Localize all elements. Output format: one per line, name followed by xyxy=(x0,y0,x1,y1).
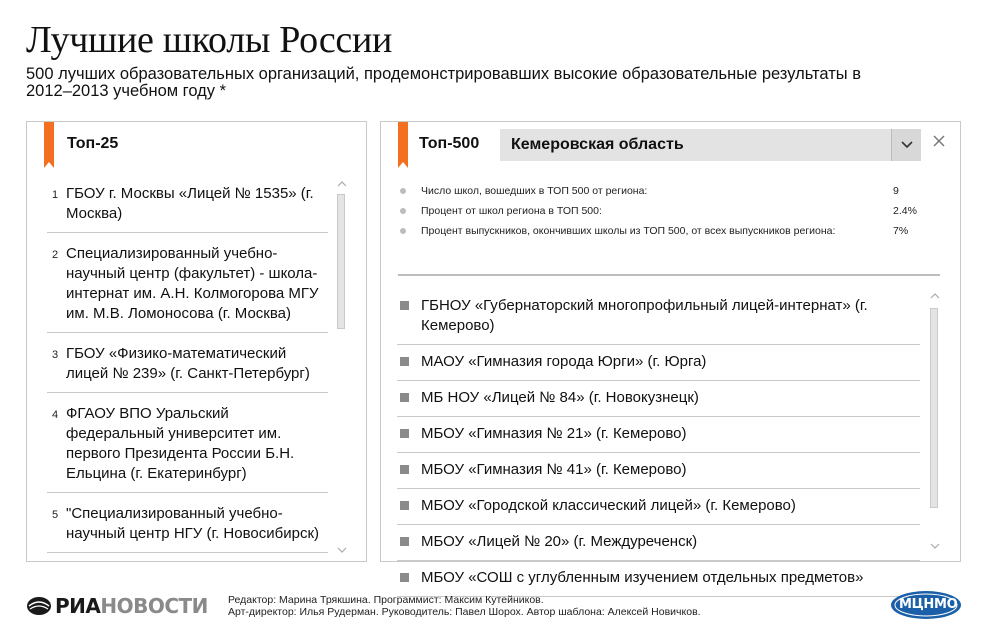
list-item[interactable] xyxy=(47,180,328,233)
square-bullet-icon xyxy=(400,465,409,474)
stat-row xyxy=(397,185,927,197)
scroll-thumb[interactable] xyxy=(337,194,345,329)
item-text: "Специализированный учебно-научный центр НГУ (г. Новосибирск) xyxy=(66,505,320,542)
bullet-icon xyxy=(400,208,406,214)
region-stats xyxy=(397,185,927,245)
credits-line: Арт-директор: Илья Рудерман. Руководитель: Павел Шорох. Автор шаблона: Алексей Новичков. xyxy=(228,605,701,618)
item-number: 1 xyxy=(52,189,59,201)
item-number: 3 xyxy=(52,349,59,361)
list-item[interactable] xyxy=(397,422,920,453)
scroll-up-icon[interactable] xyxy=(337,180,347,188)
divider xyxy=(398,274,940,276)
list-item[interactable] xyxy=(397,386,920,417)
chevron-down-icon xyxy=(900,140,914,150)
bullet-icon xyxy=(400,188,406,194)
school-name: МАОУ «Гимназия города Юрги» (г. Юрга) xyxy=(421,353,707,370)
ria-novosti-logo[interactable] xyxy=(26,594,208,618)
square-bullet-icon xyxy=(400,357,409,366)
square-bullet-icon xyxy=(400,429,409,438)
list-item[interactable] xyxy=(47,340,328,393)
page-title: Лучшие школы России xyxy=(26,19,393,61)
region-select[interactable] xyxy=(500,129,921,161)
top25-panel xyxy=(26,121,367,562)
stat-value: 2.4% xyxy=(893,205,917,217)
stat-label: Число школ, вошедших в ТОП 500 от региона: xyxy=(421,185,648,197)
school-name: МБ НОУ «Лицей № 84» (г. Новокузнецк) xyxy=(421,389,699,406)
list-item[interactable] xyxy=(47,400,328,493)
region-dropdown-button[interactable] xyxy=(891,129,921,161)
scroll-down-icon[interactable] xyxy=(930,542,940,550)
item-number: 2 xyxy=(52,249,59,261)
page-subtitle: 500 лучших образовательных организаций, продемонстрировавших высокие образовательные результаты в 2012–2013 учебном году * xyxy=(26,65,861,100)
school-name: МБОУ «Городской классический лицей» (г. Кемерово) xyxy=(421,497,796,514)
bullet-icon xyxy=(400,228,406,234)
square-bullet-icon xyxy=(400,501,409,510)
close-icon[interactable] xyxy=(932,134,946,148)
credits-line: Редактор: Марина Трякшина. Программист: Максим Кутейников. xyxy=(228,594,544,606)
stat-value: 7% xyxy=(893,225,909,237)
stat-row xyxy=(397,205,927,217)
top500-panel xyxy=(380,121,961,586)
item-number: 5 xyxy=(52,509,59,521)
top25-list[interactable] xyxy=(47,180,328,558)
stat-label: Процент от школ региона в ТОП 500: xyxy=(421,205,602,217)
school-name: МБОУ «Лицей № 20» (г. Междуреченск) xyxy=(421,533,698,550)
square-bullet-icon xyxy=(400,573,409,582)
square-bullet-icon xyxy=(400,301,409,310)
list-item[interactable] xyxy=(397,458,920,489)
square-bullet-icon xyxy=(400,537,409,546)
school-list[interactable] xyxy=(397,294,920,586)
scroll-up-icon[interactable] xyxy=(930,292,940,300)
list-item[interactable] xyxy=(397,294,920,345)
item-text: Специализированный учебно-научный центр (факультет) - школа-интернат им. А.Н. Колмогорова МГУ им. М.В. Ломоносова (г. Москва) xyxy=(66,245,319,322)
stat-row xyxy=(397,225,927,237)
scroll-thumb[interactable] xyxy=(930,308,938,508)
accent-marker xyxy=(44,122,54,162)
globe-icon xyxy=(26,595,52,617)
top25-heading: Топ-25 xyxy=(67,135,119,152)
mcnmo-logo[interactable] xyxy=(890,590,962,625)
stat-label: Процент выпускников, окончивших школы из ТОП 500, от всех выпускников региона: xyxy=(421,225,836,237)
region-select-value: Кемеровская область xyxy=(511,136,684,153)
top25-scrollbar[interactable] xyxy=(336,180,348,558)
credits xyxy=(228,595,701,618)
school-name: МБОУ «СОШ с углубленным изучением отдельных предметов» xyxy=(421,569,864,586)
list-item[interactable] xyxy=(397,530,920,561)
school-name: МБОУ «Гимназия № 21» (г. Кемерово) xyxy=(421,425,687,442)
stat-value: 9 xyxy=(893,185,899,197)
list-item[interactable] xyxy=(397,494,920,525)
item-text: ГБОУ г. Москвы «Лицей № 1535» (г. Москва) xyxy=(66,185,314,222)
logo-ria-text: РИА xyxy=(55,594,101,618)
item-number: 4 xyxy=(52,409,59,421)
item-text: ГБОУ «Физико-математический лицей № 239» (г. Санкт-Петербург) xyxy=(66,345,310,382)
school-list-scrollbar[interactable] xyxy=(929,292,941,557)
list-item[interactable] xyxy=(47,240,328,333)
accent-marker xyxy=(398,122,408,162)
list-item[interactable] xyxy=(397,566,920,597)
scroll-down-icon[interactable] xyxy=(337,546,347,554)
top500-heading: Топ-500 xyxy=(419,135,480,152)
list-item[interactable] xyxy=(397,350,920,381)
school-name: МБОУ «Гимназия № 41» (г. Кемерово) xyxy=(421,461,687,478)
mcnmo-text: МЦНМО xyxy=(899,597,958,612)
logo-novosti-text: НОВОСТИ xyxy=(100,594,208,618)
school-name: ГБНОУ «Губернаторский многопрофильный лицей-интернат» (г. Кемерово) xyxy=(421,297,868,334)
list-item[interactable] xyxy=(47,500,328,553)
item-text: ФГАОУ ВПО Уральский федеральный университет им. первого Президента России Б.Н. Ельцина (г. Екатеринбург) xyxy=(66,405,295,482)
square-bullet-icon xyxy=(400,393,409,402)
